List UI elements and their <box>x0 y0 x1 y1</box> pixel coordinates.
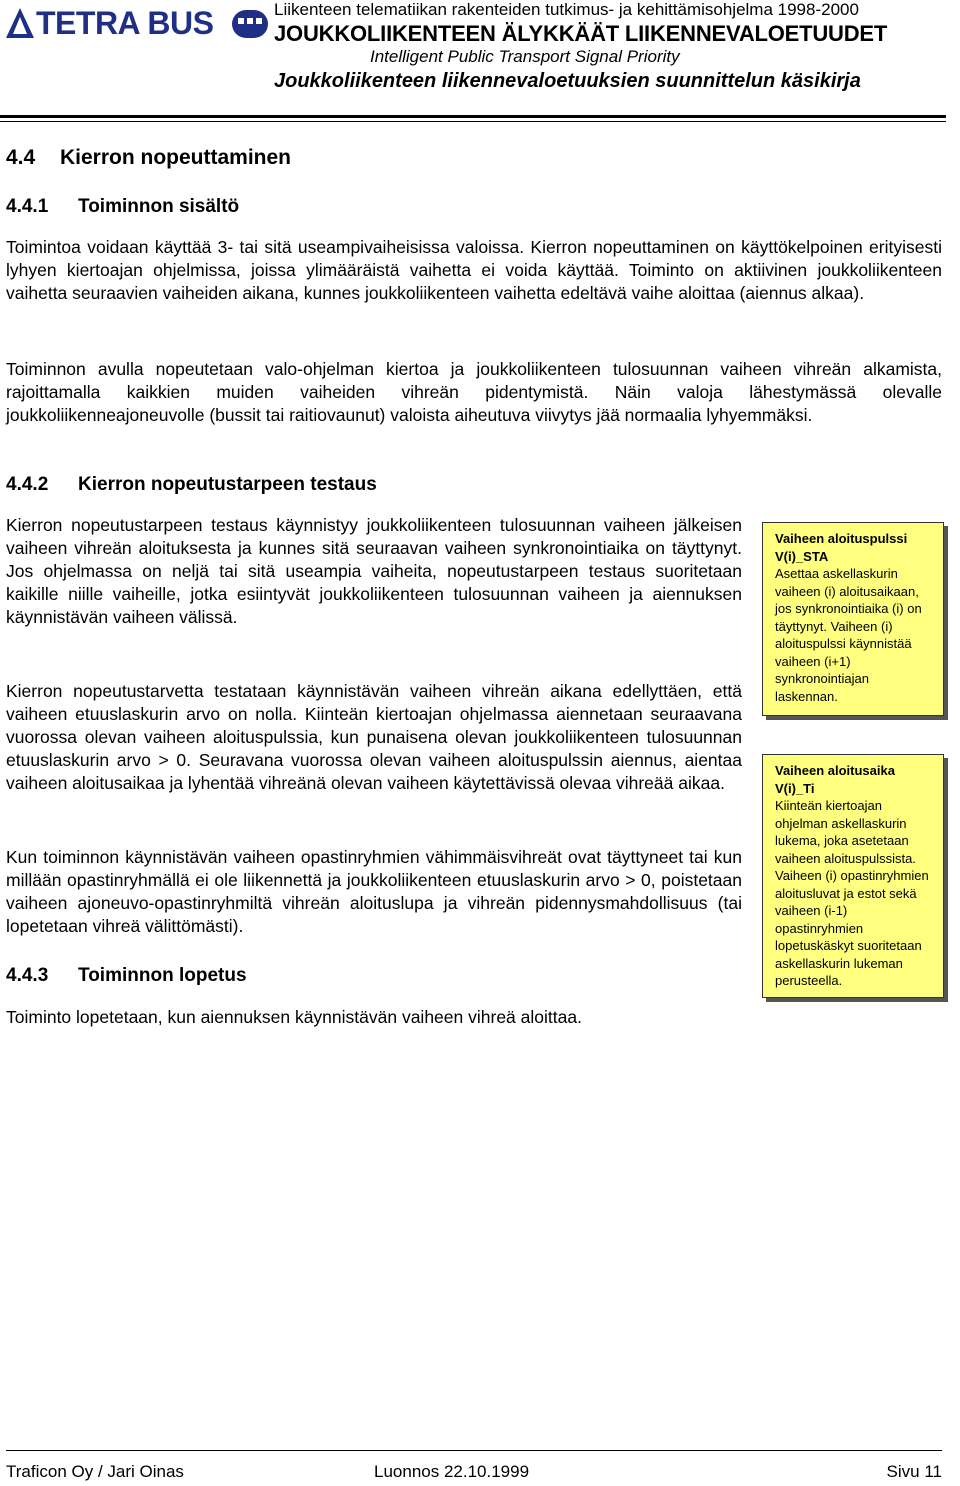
note-variable: V(i)_Ti <box>775 780 815 796</box>
paragraph: Toiminnon avulla nopeutetaan valo-ohjelman kiertoa ja joukkoliikenteen tulosuunnan vaiheen vihreän alkamista, rajoittamalla kaikkien muiden vaiheiden vihreän pidentymistä. Näin valoja lähestymässä olevalle joukkoliikenneajoneuvolle (bussit tai raitiovaunut) valoista aiheutuva viivytys jää normaalia lyhyemmäksi. <box>6 359 942 425</box>
paragraph: Toiminto lopetetaan, kun aiennuksen käynnistävän vaiheen vihreä aloittaa. <box>6 1007 582 1027</box>
footer-author: Traficon Oy / Jari Oinas <box>6 1462 184 1481</box>
subsection-heading-2 <box>6 474 377 496</box>
subsection-title: Toiminnon lopetus <box>78 965 247 986</box>
note-body: Asettaa askellaskurin vaiheen (i) aloitusaikaan, jos synkronointiaika (i) on täyttynyt. Vaiheen (i) aloituspulssi käynnistää vaiheen (i+1) synkronointiajan laskennan. <box>775 566 922 704</box>
program-title: Liikenteen telematiikan rakenteiden tutkimus- ja kehittämisohjelma 1998-2000 <box>274 0 859 19</box>
paragraph: Toimintoa voidaan käyttää 3- tai sitä useampivaiheisissa valoissa. Kierron nopeuttaminen on käyttökelpoinen erityisesti lyhyen kiertoajan ohjelmissa, joissa ylimääräistä vaihetta ei voida käyttää. Toiminto on aktiivinen joukkoliikenteen vaihetta seuraavien vaiheiden aikana, kunnes joukkoliikenteen vaihetta edeltävä vaihe aloittaa (aiennus alkaa). <box>6 237 942 303</box>
paragraph: Kierron nopeutustarpeen testaus käynnistyy joukkoliikenteen tulosuunnan vaiheen jälkeisen vaiheen vihreän aloituksesta ja kunnes sitä seuraavan vaiheen synkronointiaika on täyttynyt. Jos ohjelmassa on neljä tai sitä useampia vaiheita, nopeutustarpeen testaus suoritetaan kaikille niille vaiheille, jotka esiintyvät joukkoliikenteen tulosuunnan vaiheen ja aiennuksen käynnistävän vaiheen välissä. <box>6 515 742 627</box>
header-rule <box>0 115 946 118</box>
page-header <box>0 0 960 118</box>
project-subtitle-en: Intelligent Public Transport Signal Priority <box>370 47 680 66</box>
subsection-title: Kierron nopeutustarpeen testaus <box>78 474 377 495</box>
margin-note-ti <box>762 754 944 998</box>
logo-text: TETRA BUS <box>36 5 214 41</box>
project-title: JOUKKOLIIKENTEEN ÄLYKKÄÄT LIIKENNEVALOETUUDET <box>274 21 888 46</box>
paragraph: Kun toiminnon käynnistävän vaiheen opastinryhmien vähimmäisvihreät ovat täyttyneet tai kun millään opastinryhmällä ei ole liikennettä ja joukkoliikenteen etuuslaskurin arvo > 0, poistetaan vaiheen ajoneuvo-opastinryhmiltä vihreän aloituslupa ja vihreän pidennysmahdollisuus (tai lopetetaan vihreä välittömästi). <box>6 847 742 936</box>
subsection-number: 4.4.1 <box>6 196 49 217</box>
footer-date: Luonnos 22.10.1999 <box>374 1462 530 1481</box>
bus-icon <box>232 10 268 38</box>
subsection-number: 4.4.2 <box>6 474 49 495</box>
tetra-arrow-icon <box>6 8 34 38</box>
margin-note-sta <box>762 522 944 716</box>
page-footer <box>6 1450 942 1480</box>
footer-rule <box>6 1450 942 1451</box>
page-number: Sivu 11 <box>886 1462 942 1481</box>
section-number: 4.4 <box>6 146 36 169</box>
handbook-title: Joukkoliikenteen liikennevaloetuuksien suunnittelun käsikirja <box>274 70 861 92</box>
note-title: Vaiheen aloituspulssi <box>775 531 908 546</box>
header-rule-thin <box>0 121 946 122</box>
note-body: Kiinteän kiertoajan ohjelman askellaskurin lukema, joka asetetaan vaiheen aloituspulssista. Vaiheen (i) opastinryhmien aloitusluvat ja estot sekä vaiheen (i-1) opastinryhmien lopetuskäskyt suoritetaan askellaskurin lukeman perusteella. <box>775 798 929 988</box>
subsection-title: Toiminnon sisältö <box>78 196 240 217</box>
note-title: Vaiheen aloitusaika <box>775 763 895 778</box>
tetra-bus-logo <box>6 6 268 40</box>
subsection-heading-3 <box>6 965 247 987</box>
section-title: Kierron nopeuttaminen <box>60 146 292 169</box>
section-heading <box>6 146 291 170</box>
subsection-number: 4.4.3 <box>6 965 49 986</box>
note-variable: V(i)_STA <box>775 548 829 564</box>
subsection-heading-1 <box>6 196 239 218</box>
paragraph: Kierron nopeutustarvetta testataan käynnistävän vaiheen vihreän aikana edellyttäen, että vaiheen etuuslaskurin arvo on nolla. Kiinteän kiertoajan ohjelmassa aiennetaan seuraavana vuorossa olevan vaiheen aloituspulssia, kun punaisena olevan joukkoliikenteen tulosuunnan etuuslaskurin arvo > 0. Seuravana vuorossa olevan vaiheen aloituspulssin aiennus, aientaa vaiheen aloitusaikaa ja lyhentää vihreänä olevan vaiheen käytettävissä olevaa vihreää aikaa. <box>6 681 742 793</box>
